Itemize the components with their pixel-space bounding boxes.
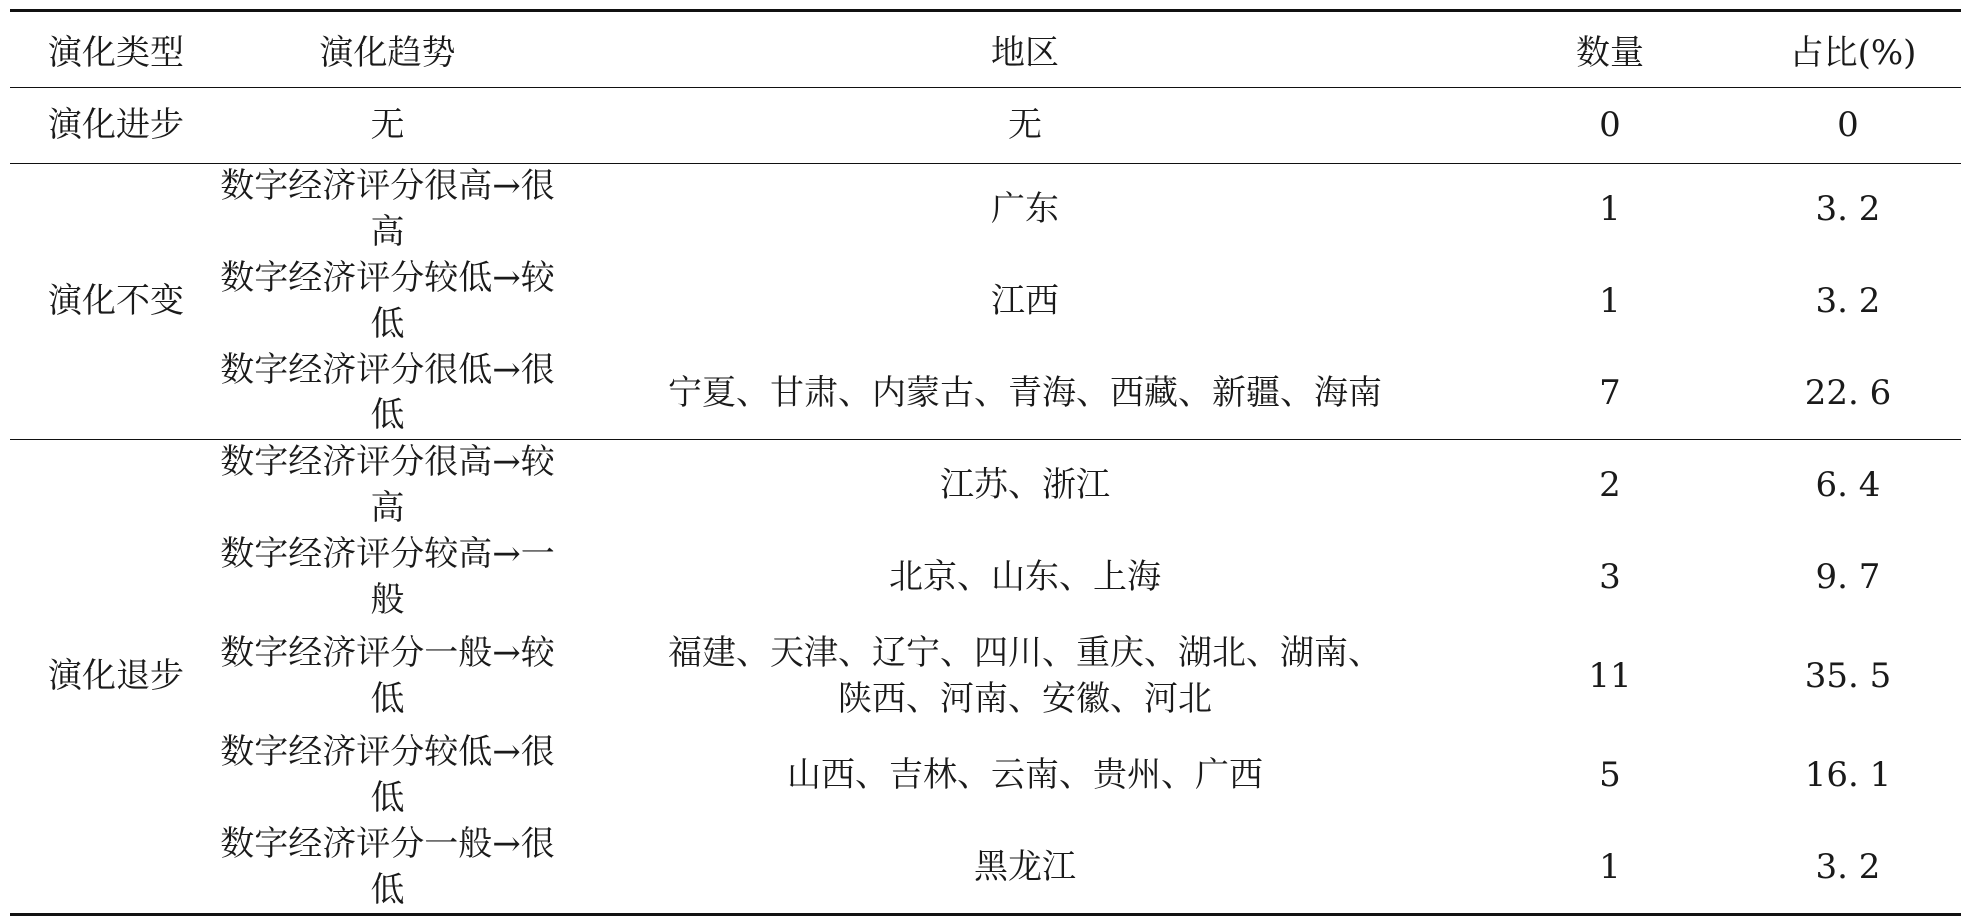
trend-cell: 数字经济评分很高→很高 [220,166,555,252]
trend-cell: 数字经济评分很高→较高 [220,442,555,529]
table-header [10,11,1961,88]
region-line: 宁夏、甘肃、内蒙古、青海、西藏、新疆、海南 [668,372,1382,413]
header-evolution-type: 演化类型 [48,33,184,73]
count-cell: 7 [1599,372,1621,413]
percentage-cell: 3. 2 [1815,188,1881,229]
region-line: 陕西、河南、安徽、河北 [838,678,1212,719]
region-cell [565,348,1485,440]
region-cell [565,532,1485,624]
trend-cell: 数字经济评分一般→较低 [220,633,555,719]
region-cell [565,624,1485,730]
trend-cell: 数字经济评分较低→较低 [220,257,555,344]
count-cell: 1 [1599,846,1621,887]
count-cell: 3 [1599,557,1621,598]
count-cell: 0 [1599,104,1621,145]
region-cell [565,822,1485,915]
trend-cell: 无 [370,104,405,145]
percentage-cell: 35. 5 [1804,655,1892,696]
percentage-cell: 0 [1837,104,1859,145]
table-row [10,822,1961,915]
region-line: 福建、天津、辽宁、四川、重庆、湖北、湖南、 [668,633,1382,674]
region-line: 无 [1008,104,1042,145]
count-cell: 1 [1599,188,1621,229]
evolution-table [10,9,1961,916]
region-line: 山西、吉林、云南、贵州、广西 [787,754,1263,795]
header-count: 数量 [1576,33,1644,73]
region-cell [565,164,1485,256]
region-line: 江西 [991,280,1059,321]
group-type-label: 演化退步 [48,655,184,696]
region-cell [565,88,1485,164]
table-row [10,256,1961,348]
group-progress [10,88,1961,164]
table-row [10,348,1961,440]
table-row [10,532,1961,624]
percentage-cell: 3. 2 [1815,846,1881,887]
region-line: 江苏、浙江 [940,465,1110,506]
table-row [10,164,1961,256]
header-percentage: 占比(%) [1789,33,1917,73]
table-row [10,730,1961,822]
header-region: 地区 [991,33,1059,73]
percentage-cell: 16. 1 [1804,754,1892,795]
percentage-cell: 3. 2 [1815,280,1881,321]
count-cell: 1 [1599,280,1621,321]
count-cell: 5 [1599,754,1621,795]
header-row [10,11,1961,88]
region-line: 北京、山东、上海 [889,557,1161,598]
table-row [10,440,1961,532]
region-cell [565,256,1485,348]
region-cell [565,730,1485,822]
trend-cell: 数字经济评分较低→很低 [220,731,555,818]
group-regress [10,440,1961,915]
region-line: 黑龙江 [974,846,1076,887]
percentage-cell: 6. 4 [1815,465,1881,506]
percentage-cell: 22. 6 [1804,372,1892,413]
table-row [10,624,1961,730]
region-cell [565,440,1485,532]
group-type-label: 演化进步 [48,104,184,145]
trend-cell: 数字经济评分较高→一般 [220,534,555,621]
trend-cell: 数字经济评分一般→很低 [220,823,555,910]
region-line: 广东 [991,188,1059,229]
group-type-label: 演化不变 [48,280,184,321]
count-cell: 2 [1599,465,1621,506]
trend-cell: 数字经济评分很低→很低 [220,349,555,436]
count-cell: 11 [1588,655,1632,696]
evolution-table-container [10,9,1961,916]
group-unchanged [10,164,1961,440]
percentage-cell: 9. 7 [1815,557,1881,598]
table-row [10,88,1961,164]
header-evolution-trend: 演化趋势 [319,33,456,73]
